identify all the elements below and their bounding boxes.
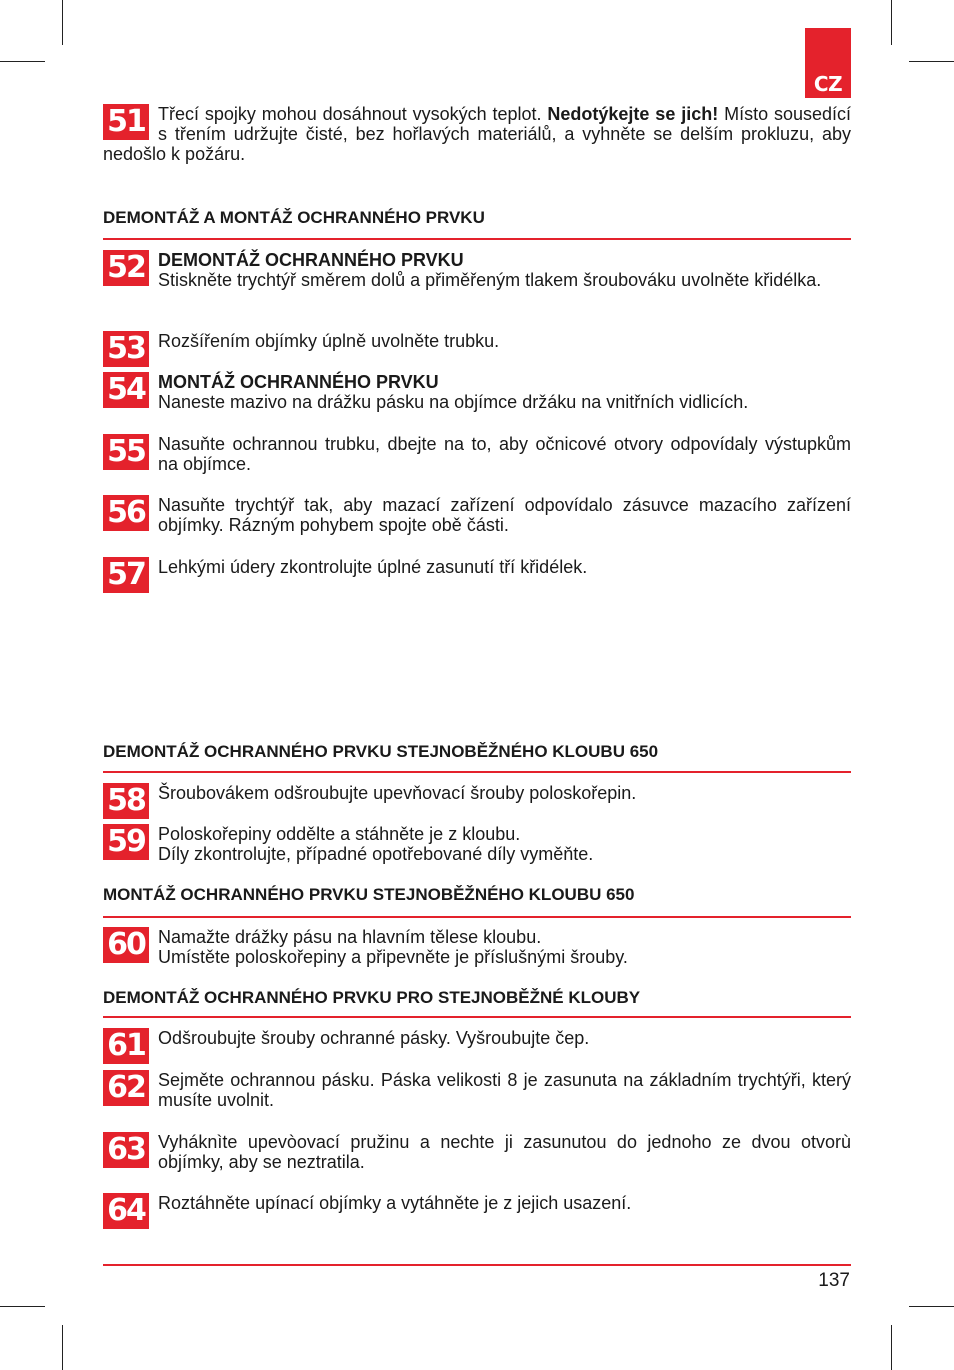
step-text: Vyháknìte upevòovací pružinu a nechte ji zasunutou do jednoho ze dvou otvorù objímky, aby se neztratila. [158,1132,851,1172]
step-number: 58 [103,783,149,819]
crop-mark [909,61,954,62]
step-52 [103,250,851,290]
step-line: Díly zkontrolujte, případné opotřebované díly vyměňte. [158,844,594,864]
section-title: DEMONTÁŽ OCHRANNÉHO PRVKU STEJNOBĚŽNÉHO KLOUBU 650 [103,742,659,761]
section-divider [103,1016,851,1018]
step-number: 56 [103,495,149,531]
page-number: 137 [818,1270,850,1291]
crop-mark [0,61,45,62]
crop-mark [891,1325,892,1370]
step-text: Odšroubujte šrouby ochranné pásky. Vyšroubujte čep. [158,1028,590,1048]
crop-mark [891,0,892,45]
step-54 [103,372,851,412]
step-text: Nasuňte ochrannou trubku, dbejte na to, aby očnicové otvory odpovídaly výstupkům na objímce. [158,434,851,474]
step-number: 63 [103,1132,149,1168]
step-text [103,250,851,290]
step-text-part: Třecí spojky mohou dosáhnout vysokých teplot. [158,104,548,124]
step-57 [103,557,851,593]
step-number: 57 [103,557,149,593]
section-divider [103,771,851,773]
step-heading: DEMONTÁŽ OCHRANNÉHO PRVKU [158,250,464,270]
step-62 [103,1070,851,1110]
warning-text: Nedotýkejte se jich! [547,104,719,124]
step-number: 51 [103,104,149,140]
crop-mark [909,1306,954,1307]
step-heading: MONTÁŽ OCHRANNÉHO PRVKU [158,372,439,392]
step-line: Namažte drážky pásu na hlavním tělese kloubu. [158,927,542,947]
step-63 [103,1132,851,1172]
section-title: DEMONTÁŽ A MONTÁŽ OCHRANNÉHO PRVKU [103,208,485,227]
step-text: Roztáhněte upínací objímky a vytáhněte je z jejich usazení. [158,1193,632,1213]
section-divider [103,916,851,918]
footer-divider [103,1264,851,1266]
step-text: Lehkými údery zkontrolujte úplné zasunutí tří křidélek. [158,557,588,577]
crop-mark [62,0,63,45]
step-line: Poloskořepiny oddělte a stáhněte je z kloubu. [158,824,521,844]
step-51 [103,104,851,164]
step-text-part: Naneste mazivo na drážku pásku na objímce držáku na vnitřních vidlicích. [158,392,749,412]
step-number: 52 [103,250,149,286]
section-title: MONTÁŽ OCHRANNÉHO PRVKU STEJNOBĚŽNÉHO KLOUBU 650 [103,885,635,904]
step-text: Šroubovákem odšroubujte upevňovací šrouby poloskořepin. [158,783,637,803]
language-tab [805,28,851,98]
step-59 [103,824,851,864]
step-line: Umístěte poloskořepiny a připevněte je příslušnými šrouby. [158,947,628,967]
step-number: 60 [103,927,149,963]
step-53 [103,331,851,367]
language-code: CZ [813,72,843,96]
step-text [103,927,851,967]
section-divider [103,238,851,240]
step-60 [103,927,851,967]
step-number: 59 [103,824,149,860]
step-64 [103,1193,851,1229]
step-number: 62 [103,1070,149,1106]
step-55 [103,434,851,474]
step-text: Sejměte ochrannou pásku. Páska velikosti 8 je zasunuta na základním trychtýři, který musíte uvolnit. [158,1070,851,1110]
step-text [103,372,851,412]
step-text [103,104,851,164]
step-text-part: Stiskněte trychtýř směrem dolů a přiměřeným tlakem šroubováku uvolněte křidélka. [158,270,822,290]
step-number: 64 [103,1193,149,1229]
step-56 [103,495,851,535]
section-title: DEMONTÁŽ OCHRANNÉHO PRVKU PRO STEJNOBĚŽNÉ KLOUBY [103,988,641,1007]
step-61 [103,1028,851,1064]
step-number: 61 [103,1028,149,1064]
step-text [103,824,851,864]
step-text: Nasuňte trychtýř tak, aby mazací zařízení odpovídalo zásuvce mazacího zařízení objímky. Rázným pohybem spojte obě části. [158,495,851,535]
step-number: 55 [103,434,149,470]
step-text-part: Místo sousedící s třením udržujte čisté, bez hořlavých materiálů, a vyhněte se delším prokluzu, aby nedošlo k požáru. [103,104,851,164]
crop-mark [0,1306,45,1307]
step-text: Rozšířením objímky úplně uvolněte trubku. [158,331,500,351]
step-number: 53 [103,331,149,367]
step-58 [103,783,851,819]
step-number: 54 [103,372,149,408]
crop-mark [62,1325,63,1370]
